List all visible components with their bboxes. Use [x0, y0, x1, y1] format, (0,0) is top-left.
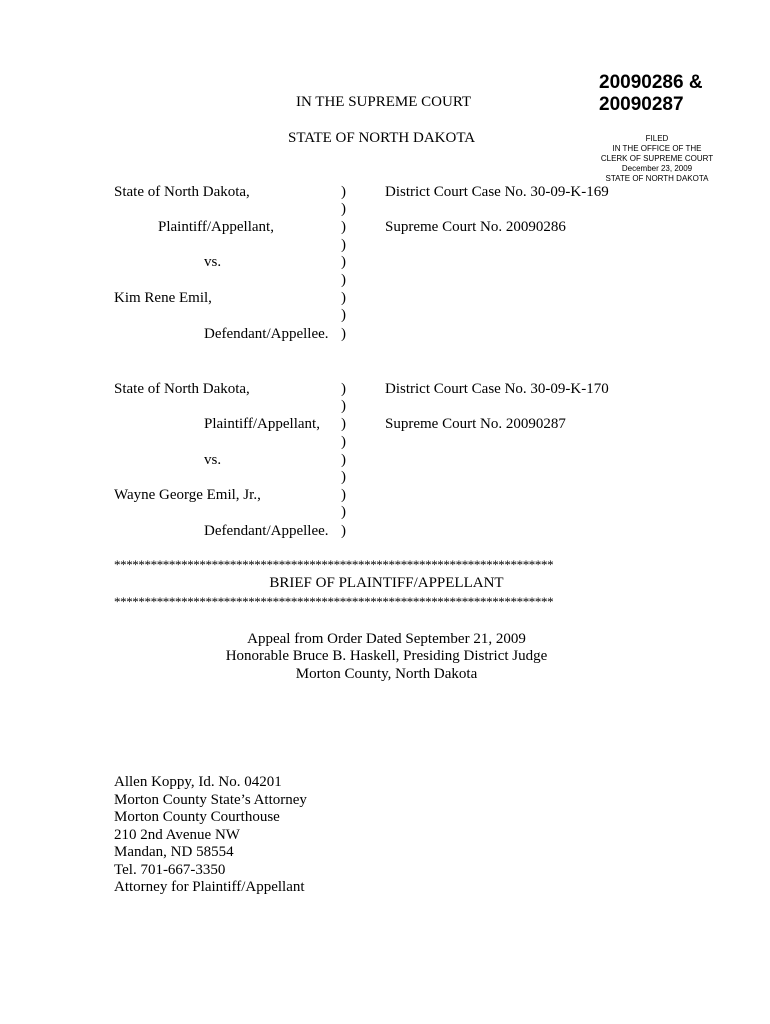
- caption-paren: ): [341, 201, 346, 217]
- caption-paren: ): [341, 523, 346, 539]
- defendant-role: Defendant/Appellee.: [204, 523, 329, 539]
- plaintiff-name: State of North Dakota,: [114, 184, 250, 200]
- stamp-line: December 23, 2009: [621, 164, 693, 173]
- caption-paren: ): [341, 307, 346, 323]
- plaintiff-name: State of North Dakota,: [114, 381, 250, 397]
- caption-paren: ): [341, 326, 346, 342]
- caption-paren: ): [341, 487, 346, 503]
- district-court-case-number: District Court Case No. 30-09-K-170: [385, 381, 609, 397]
- caption-paren: ): [341, 469, 346, 485]
- attorney-line: Attorney for Plaintiff/Appellant: [114, 879, 305, 895]
- docket-number-line2: 20090287: [599, 94, 684, 115]
- caption-paren: ): [341, 237, 346, 253]
- district-court-case-number: District Court Case No. 30-09-K-169: [385, 184, 609, 200]
- county-line: Morton County, North Dakota: [295, 666, 478, 682]
- versus-label: vs.: [204, 254, 222, 270]
- caption-paren: ): [341, 416, 346, 432]
- stamp-line: CLERK OF SUPREME COURT: [600, 154, 714, 163]
- defendant-name: Kim Rene Emil,: [114, 290, 212, 306]
- star-divider-bottom: ************************************************************************: [114, 594, 554, 609]
- stamp-line: STATE OF NORTH DAKOTA: [605, 174, 709, 183]
- supreme-court-number: Supreme Court No. 20090287: [385, 416, 566, 432]
- caption-paren: ): [341, 184, 346, 200]
- caption-paren: ): [341, 254, 346, 270]
- caption-paren: ): [341, 504, 346, 520]
- caption-paren: ): [341, 272, 346, 288]
- attorney-line: Tel. 701-667-3350: [114, 861, 226, 878]
- appeal-order-line: Appeal from Order Dated September 21, 2009: [247, 631, 526, 647]
- supreme-court-number: Supreme Court No. 20090286: [385, 219, 566, 235]
- stamp-line: FILED: [645, 134, 669, 143]
- plaintiff-role: Plaintiff/Appellant,: [204, 416, 320, 432]
- court-heading: IN THE SUPREME COURT: [296, 94, 472, 110]
- caption-paren: ): [341, 398, 346, 414]
- docket-number-line1: 20090286 &: [599, 72, 703, 93]
- stamp-line: IN THE OFFICE OF THE: [612, 144, 702, 153]
- caption-paren: ): [341, 452, 346, 468]
- state-heading: STATE OF NORTH DAKOTA: [288, 130, 476, 146]
- attorney-line: Allen Koppy, Id. No. 04201: [114, 774, 282, 790]
- defendant-role: Defendant/Appellee.: [204, 326, 329, 342]
- caption-paren: ): [341, 434, 346, 450]
- attorney-block: [114, 774, 307, 897]
- plaintiff-role: Plaintiff/Appellant,: [158, 219, 274, 235]
- attorney-line: Mandan, ND 58554: [114, 844, 234, 860]
- defendant-name: Wayne George Emil, Jr.,: [114, 487, 261, 503]
- attorney-line: 210 2nd Avenue NW: [114, 826, 240, 843]
- attorney-line: Morton County Courthouse: [114, 809, 280, 825]
- brief-title: BRIEF OF PLAINTIFF/APPELLANT: [269, 575, 504, 591]
- versus-label: vs.: [204, 452, 222, 468]
- caption-paren: ): [341, 219, 346, 235]
- caption-paren: ): [341, 381, 346, 397]
- caption-paren: ): [341, 290, 346, 306]
- attorney-line: Morton County State’s Attorney: [114, 791, 307, 808]
- presiding-judge-line: Honorable Bruce B. Haskell, Presiding District Judge: [225, 648, 548, 664]
- star-divider-top: ************************************************************************: [114, 557, 554, 572]
